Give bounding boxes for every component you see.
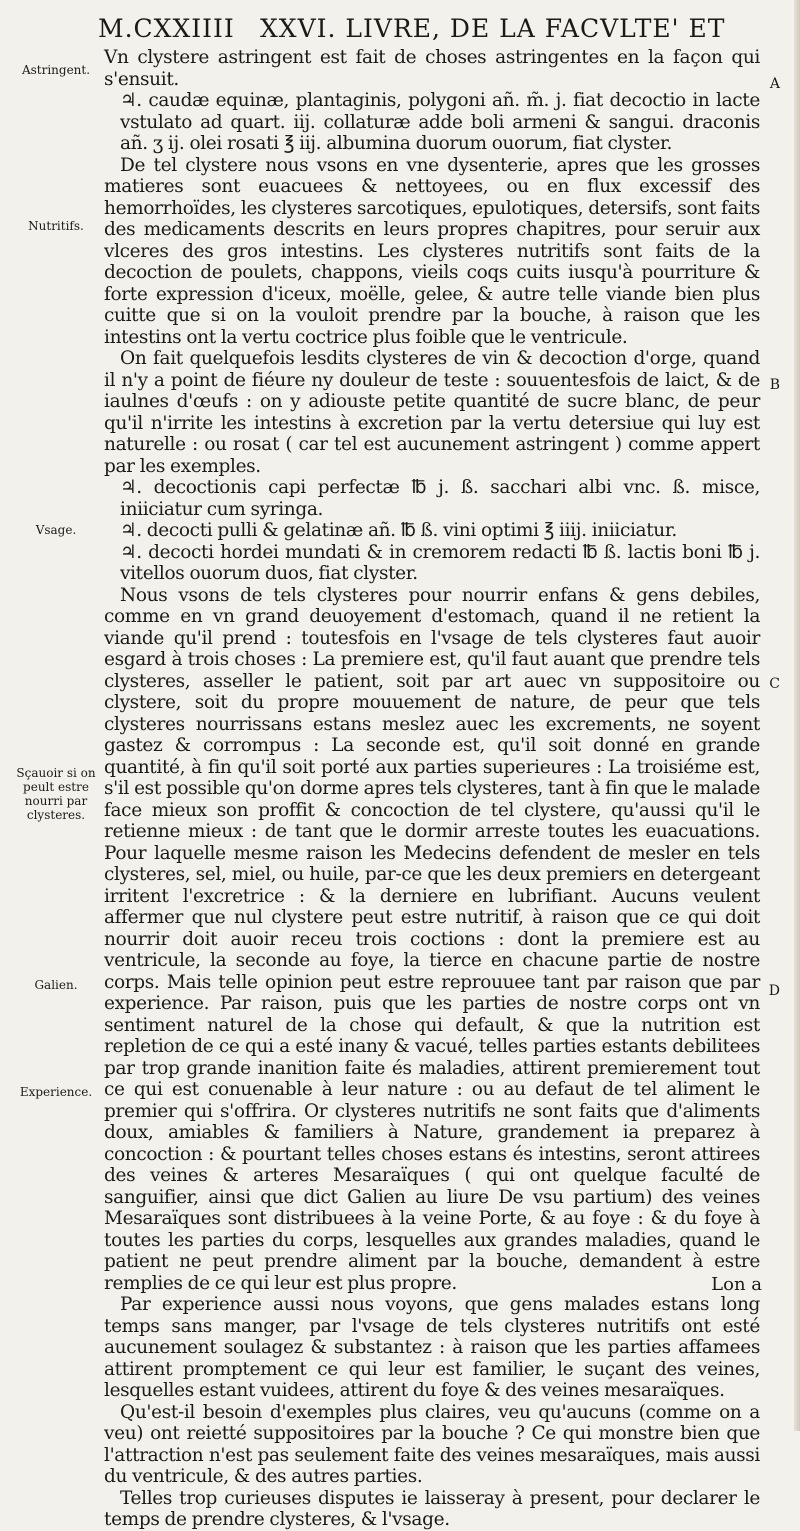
margin-note-experience: Experience. bbox=[19, 1085, 93, 1099]
folio-number: M.CXXIIII bbox=[98, 14, 235, 43]
recipe-paragraph: ♃. caudæ equinæ, plantaginis, polygoni añ. m̃. j. fiat decoctio in lacte vstulato ad quart. iij. collaturæ adde boli armeni & sangui. draconis añ. ʒ ij. olei rosati ℥ iij. albumina duorum ouorum, fiat clyster. bbox=[120, 90, 760, 154]
letter-mark-c: C bbox=[769, 676, 780, 692]
letter-mark-b: B bbox=[769, 377, 780, 393]
paper-edge bbox=[794, 0, 800, 1431]
recipe-paragraph: ♃. decoctionis capi perfectæ ℔ j. ß. sacchari albi vnc. ß. misce, iniiciatur cum syringa. bbox=[120, 477, 760, 520]
margin-note-galien: Galien. bbox=[34, 978, 78, 992]
paragraph: Nous vsons de tels clysteres pour nourrir enfans & gens debiles, comme en vn grand deuoyement d'estomach, quand il ne retient la viande qu'il prend : toutesfois en l'vsage de tels clysteres faut auoir esgard à trois choses : La premiere est, qu'il faut auant que prendre tels clysteres, asseller le patient, soit par art auec vn suppositoire ou clystere, soit du propre mouuement de nature, de peur que tels clysteres nourrissans estans meslez auec les excrements, ne soyent gastez & corrompus : La seconde est, qu'il soit donné en grande quantité, à fin qu'il soit porté aux parties superieures : La troisiéme est, s'il est possible qu'on dorme apres tels clysteres, tant à fin que le malade face mieux son proffit & concoction de tel clystere, qu'aussi qu'il le retienne mieux : de tant que le dormir arreste toutes les euacuations. Pour laquelle mesme raison les Medecins defendent de mesler en tels clysteres, sel, miel, ou huile, par-ce que les deux premiers en detergeant irritent l'excretrice : & la derniere en lubrifiant. Aucuns veulent affermer que nul clystere peut estre nutritif, à raison que ce qui doit nourrir doit auoir receu trois coctions : dont la premiere est au ventricule, la seconde au foye, la tierce en chacune partie de nostre corps. Mais telle opinion peut estre reprouuee tant par raison que par experience. Par raison, puis que les parties de nostre corps ont vn sentiment naturel de la chose qui default, & que la nutrition est repletion de ce qui a esté inany & vacué, telles parties estants debilitees par trop grande inanition faite és maladies, attirent premierement tout ce qui est conuenable à leur nature : ou au defaut de tel aliment le premier qui s'offrira. Or clysteres nutritifs ne sont faits que d'aliments doux, amiables & familiers à Nature, grandement ia preparez à concoction : & pourtant telles choses estans és intestins, seront attirees des veines & arteres Mesaraïques ( qui ont quelque faculté de sanguifier, ainsi que dict Galien au liure De vsu partium) des veines Mesaraïques sont distribuees à la veine Porte, & au foye : & du foye à toutes les parties du corps, lesquelles aux grandes maladies, quand le patient ne peut prendre aliment par la bouche, demandent à estre remplies de ce qui leur est plus propre. bbox=[104, 584, 760, 1294]
running-title: XXVI. LIVRE, DE LA FACVLTE' ET bbox=[260, 14, 726, 43]
recipe-paragraph: ♃. decocti hordei mundati & in cremorem redacti ℔ ß. lactis boni ℔ j. vitellos ouorum duos, fiat clyster. bbox=[120, 541, 760, 584]
recipe-paragraph: ♃. decocti pulli & gelatinæ añ. ℔ ß. vini optimi ℥ iiij. iniiciatur. bbox=[120, 520, 677, 541]
catchword: Lon a bbox=[711, 1274, 762, 1295]
paragraph: Vn clystere astringent est fait de choses astringentes en la façon qui s'ensuit. bbox=[104, 47, 760, 90]
paragraph: De tel clystere nous vsons en vne dysenterie, apres que les grosses matieres sont euacuees & nettoyees, ou en flux excessif des hemorrhoïdes, les clysteres sarcotiques, epulotiques, detersifs, sont faits des medicaments descrits en leurs propres chapitres, pour seruir aux vlceres des gros intestins. Les clysteres nutritifs sont faits de la decoction de poulets, chappons, vieils coqs cuits iusqu'à pourriture & forte expression d'iceux, moëlle, gelee, & autre telle viande bien plus cuitte que si on la vouloit prendre par la bouche, à raison que les intestins ont la vertu coctrice plus foible que le ventricule. bbox=[104, 154, 760, 348]
running-head bbox=[70, 14, 760, 48]
paragraph: Telles trop curieuses disputes ie laisseray à present, pour declarer le temps de prendre clysteres, & l'vsage. bbox=[104, 1487, 760, 1530]
paragraph: On fait quelquefois lesdits clysteres de vin & decoction d'orge, quand il n'y a point de fiéure ny douleur de teste : souuentesfois de laict, & de iaulnes d'œufs : on y adiouste petite quantité de sucre blanc, de peur qu'il n'irrite les intestins à excretion par la vertu detersiue qui luy est naturelle : ou rosat ( car tel est aucunement astringent ) comme appert par les exemples. bbox=[104, 348, 760, 477]
body-text bbox=[104, 47, 760, 1531]
margin-note-nourrir: Sçauoir si on peult estre nourri par clysteres. bbox=[16, 766, 96, 822]
margin-note-astringent: Astringent. bbox=[21, 63, 91, 77]
paragraph: Par experience aussi nous voyons, que gens malades estans long temps sans manger, par l'vsage de tels clysteres nutritifs ont esté aucunement soulagez & substantez : à raison que les parties affamees attirent promptement ce qui leur est familier, le suçant des veines, lesquelles estant vuidees, attirent du foye & des veines mesaraïques. bbox=[104, 1294, 760, 1401]
margin-note-nutritifs: Nutritifs. bbox=[28, 219, 84, 233]
margin-note-vsage: Vsage. bbox=[35, 523, 77, 537]
paragraph: Qu'est-il besoin d'exemples plus claires, veu qu'aucuns (comme on a veu) ont reietté suppositoires par la bouche ? Ce qui monstre bien que l'attraction n'est pas seulement faite des veines mesaraïques, mais aussi du ventricule, & des autres parties. bbox=[104, 1401, 760, 1487]
letter-mark-a: A bbox=[769, 76, 780, 92]
letter-mark-d: D bbox=[768, 983, 780, 999]
